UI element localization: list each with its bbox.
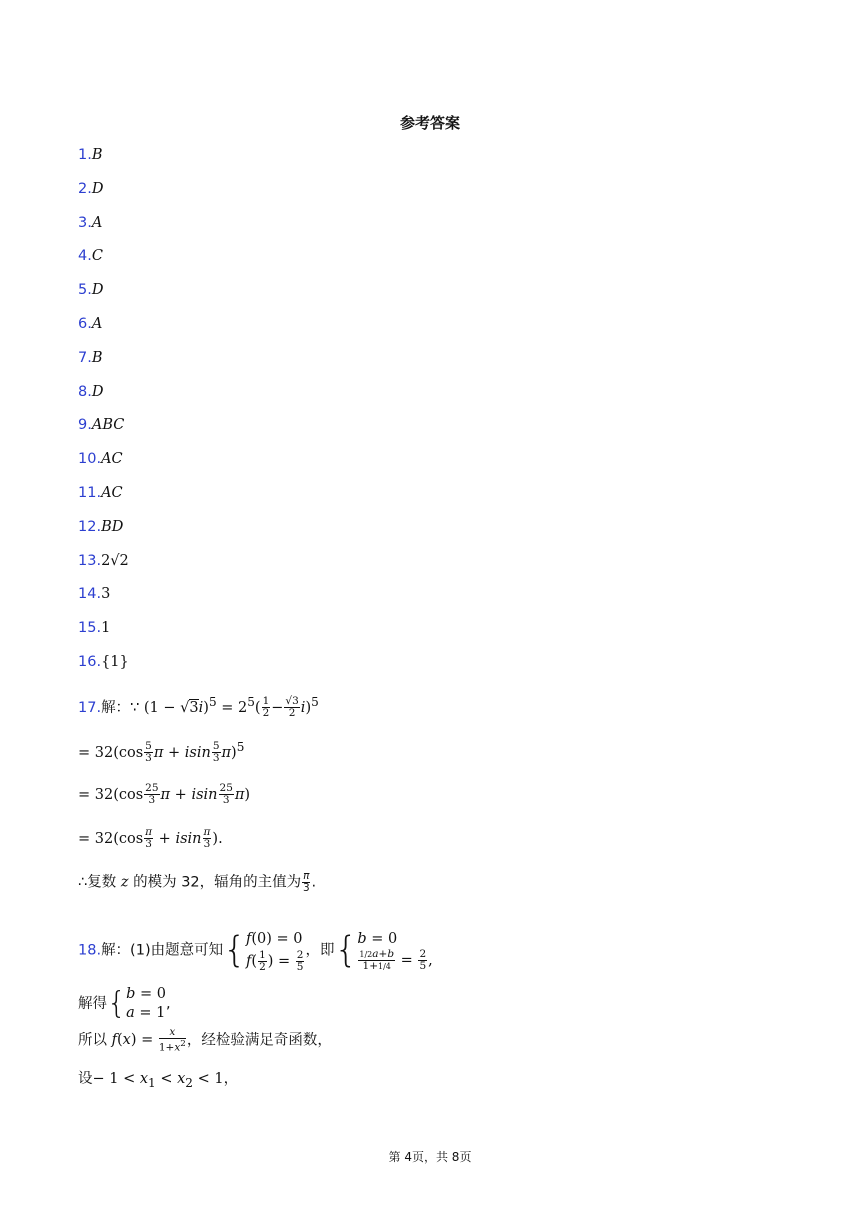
- answer-value: D: [91, 383, 104, 400]
- answer-number: 5.: [78, 282, 92, 299]
- answer-item: [78, 314, 102, 334]
- q17-line1: 17.解：∵ $(1 - √3i)^5 = 2^5$( $\frac{1}{2}$ − $\frac{√3}{2}$ i)$^5$: [78, 695, 319, 720]
- answer-number: 8.: [78, 383, 92, 400]
- answer-value: ABC: [91, 417, 125, 434]
- page-footer: 第 4页，共 8页: [388, 1150, 472, 1164]
- answer-item: [78, 179, 103, 199]
- answer-item: [78, 382, 103, 402]
- answer-value: C: [91, 248, 103, 265]
- answer-value: AC: [101, 485, 123, 501]
- answer-number: 7.: [78, 349, 92, 366]
- q18-line1: 18.解：(1)由题意可知{ f(0) = 0 f( $\frac{1}{2}$ ) = $\frac{2}{5}$ ，即{ b = 0 $\frac{1/2a+b}{1+1/4}$ = $\frac{2}{5}$ ,: [78, 929, 433, 973]
- q18-intro: 解：(1)由题意可知: [101, 942, 224, 959]
- answer-number: 16.: [78, 654, 102, 670]
- answer-item: [78, 449, 123, 469]
- q17-line2: = 32(cos $\frac{5}{3}$ π + isin $\frac{5}{3}$ π)$^5$: [78, 740, 245, 765]
- answer-item: [78, 551, 129, 571]
- q17-line3: = 32(cos $\frac{25}{3}$ π + isin $\frac{25}{3}$ π): [78, 782, 251, 806]
- q17-number: 17.: [78, 699, 102, 716]
- answer-item: [78, 145, 103, 165]
- answer-value: A: [91, 316, 103, 332]
- answer-number: 13.: [78, 552, 102, 569]
- q18-line2: 解得{ b = 0 a = 1 ,: [78, 986, 171, 1021]
- answer-value: B: [91, 147, 103, 163]
- answer-value: {1}: [101, 654, 129, 670]
- answer-number: 11.: [78, 485, 102, 501]
- answer-number: 6.: [78, 316, 92, 332]
- answer-number: 1.: [78, 147, 92, 163]
- answer-item: [78, 348, 103, 368]
- answer-number: 9.: [78, 417, 92, 434]
- q18-line3: 所以 f(x) = $\frac{x}{1+x^2}$ ，经检验满足奇函数，: [78, 1026, 332, 1054]
- answer-value: B: [91, 349, 103, 366]
- q17-line4: = 32(cos $\frac{\pi}{3}$ + isin $\frac{\pi}{3}$ ).: [78, 826, 223, 850]
- answer-value: D: [91, 282, 104, 299]
- answer-item: [78, 618, 110, 638]
- answer-value: 1: [101, 620, 111, 637]
- answer-value: 2√2: [101, 552, 129, 569]
- answer-value: A: [91, 214, 103, 231]
- answer-item: [78, 584, 110, 604]
- q18-ji: ，即: [305, 942, 335, 959]
- answer-value: BD: [101, 518, 124, 535]
- answer-item: [78, 246, 103, 266]
- answer-number: 12.: [78, 518, 102, 535]
- answer-item: [78, 517, 123, 537]
- answer-number: 2.: [78, 180, 92, 197]
- answer-item: [78, 483, 123, 503]
- answer-number: 4.: [78, 248, 92, 265]
- answer-number: 14.: [78, 586, 102, 603]
- answer-item: [78, 213, 102, 233]
- answer-number: 10.: [78, 451, 102, 468]
- answer-item: [78, 652, 129, 672]
- q18-number: 18.: [78, 942, 102, 959]
- page-title: 参考答案: [399, 114, 460, 132]
- answer-number: 15.: [78, 620, 102, 637]
- answer-item: [78, 280, 103, 300]
- q17-label: 解：: [101, 699, 131, 716]
- q18-line4: 设− $1 < x_1 < x_2 < 1$，: [78, 1071, 239, 1090]
- answer-value: 3: [101, 586, 111, 603]
- q18-solve-label: 解得: [78, 996, 107, 1012]
- answer-value: D: [91, 180, 104, 197]
- answer-value: AC: [101, 451, 123, 468]
- answer-number: 3.: [78, 214, 92, 231]
- answer-item: [78, 415, 124, 435]
- q17-line5: ∴复数 z 的模为 32，辐角的主值为 $\frac{\pi}{3}$ .: [78, 870, 317, 894]
